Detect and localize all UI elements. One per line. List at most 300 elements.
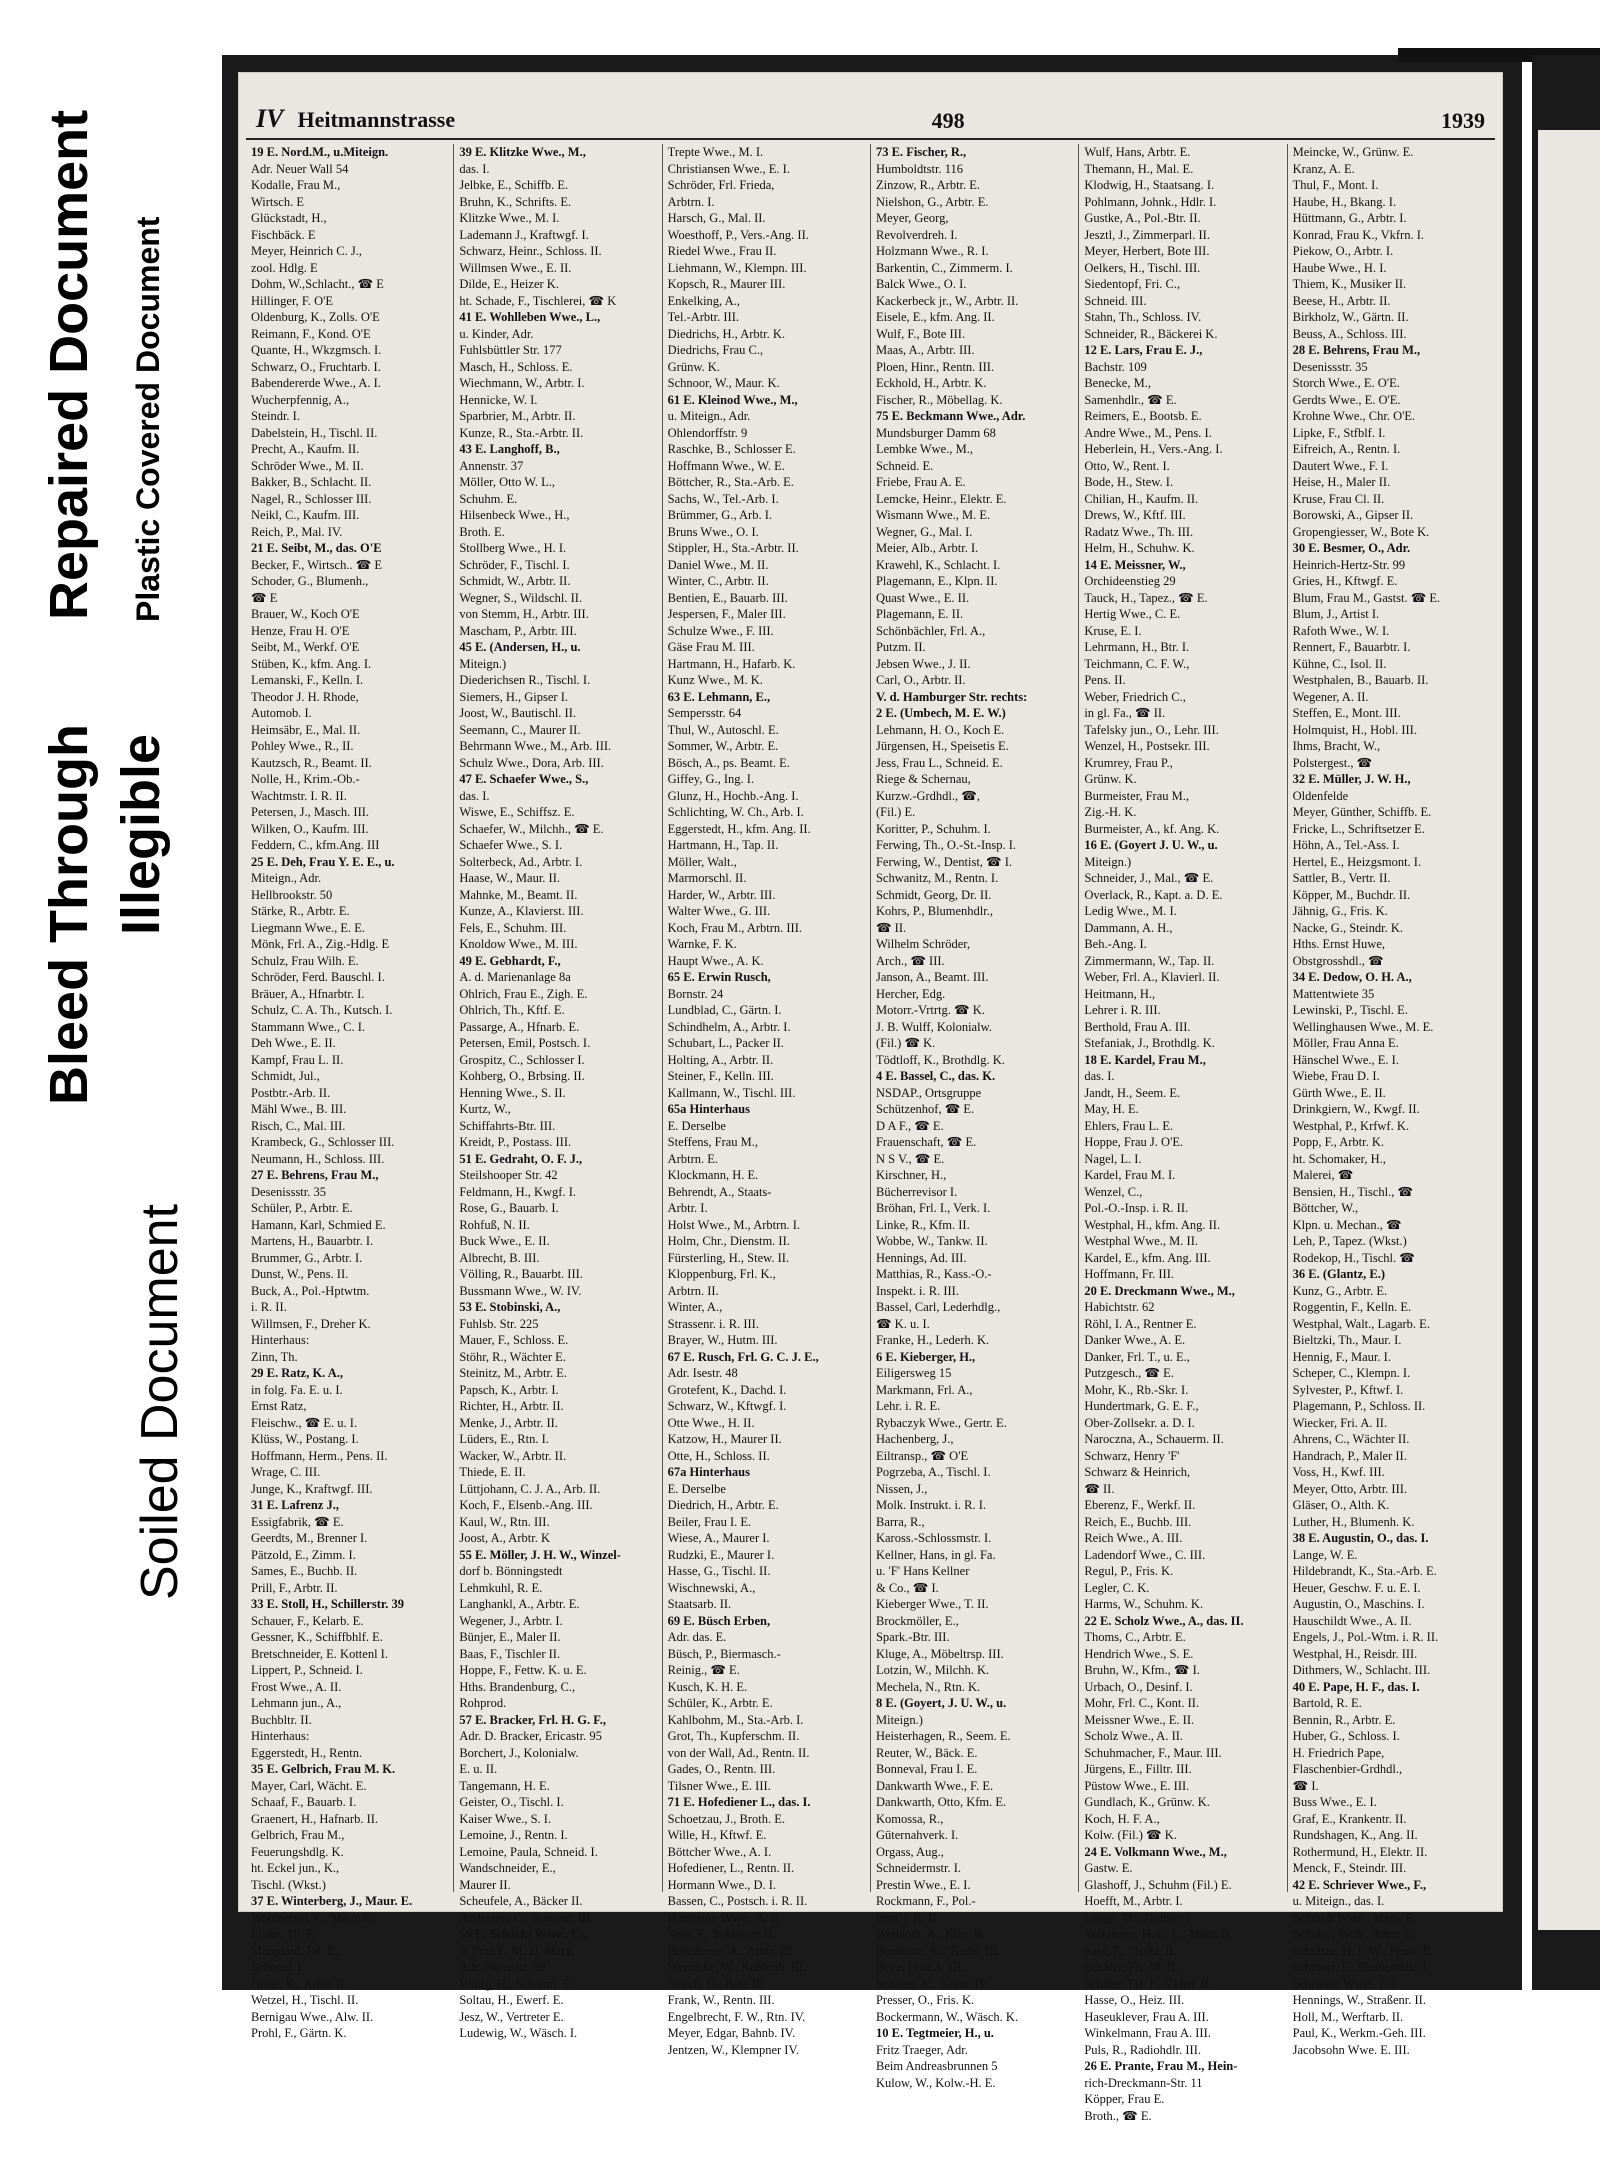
directory-entry: Bennin, R., Arbtr. E. (1292, 1712, 1396, 1727)
directory-entry: Strassenr. i. R. III. (667, 1316, 759, 1331)
directory-entry: & Co., ☎ I. (875, 1580, 939, 1595)
directory-entry: Malerei, ☎ (1292, 1168, 1354, 1182)
directory-entry: Storch Wwe., E. O'E. (1292, 376, 1400, 390)
directory-columns (246, 144, 1495, 2123)
directory-entry: Gropengiesser, W., Bote K. (1292, 524, 1430, 539)
directory-entry: Daniel Wwe., M. II. (667, 557, 769, 572)
directory-entry: Hoppe, F., Fettw. K. u. E. (459, 1663, 587, 1677)
directory-entry: Hendrich Wwe., S. E. (1084, 1646, 1194, 1661)
directory-entry: Stefaniak, J., Brothdlg. K. (1084, 1036, 1215, 1050)
directory-entry: Steffens, Frau M., (667, 1135, 759, 1149)
directory-entry: Bünjer, E., Maler II. (459, 1630, 561, 1644)
directory-entry: Lehr. i. R. E. (875, 1399, 941, 1413)
directory-entry: Weilandt, A., Kfm. II. (875, 1927, 986, 1941)
directory-entry: Hüttmann, G., Arbtr. I. (1292, 211, 1407, 225)
directory-entry: Koch, Frau M., Arbtrn. III. (667, 920, 803, 935)
directory-entry: Wrage, C. III. (251, 1465, 321, 1479)
directory-entry: Harsch, G., Mal. II. (667, 211, 766, 225)
directory-entry: Spark.-Btr. III. (875, 1630, 950, 1644)
directory-entry: Haupt Wwe., A. K. (667, 953, 764, 968)
directory-entry: Hamann, Karl, Schmied E. (251, 1217, 386, 1232)
directory-entry: Prill, F., Arbtr. II. (251, 1580, 338, 1595)
directory-entry: Friebe, Frau A. E. (875, 475, 966, 489)
directory-entry: Schlichting, W. Ch., Arb. I. (667, 805, 804, 819)
directory-entry: Nagel, R., Schlosser III. (251, 491, 372, 506)
directory-entry: Puls, R., Radiohdlr. III. (1084, 2042, 1201, 2057)
directory-entry: Westphal, Walt., Lagarb. E. (1292, 1316, 1430, 1331)
directory-entry: Steilshooper Str. 42 (459, 1168, 558, 1182)
directory-entry: Oldenburg, K., Zolls. O'E (251, 310, 380, 324)
directory-entry: Kranz, A. E. (1292, 161, 1355, 176)
directory-entry: Adr. D. Bracker, Ericastr. 95 (459, 1729, 602, 1743)
directory-entry: Hercher, Edg. (875, 986, 946, 1001)
directory-entry: Meyer, Edgar, Bahnb. IV. (667, 2026, 796, 2040)
directory-entry: Masch, H., Schloss. E. (459, 359, 573, 374)
directory-entry: Ohlrich, Frau E., Zigh. E. (459, 986, 588, 1001)
directory-entry: Wegener, A. II. (1292, 689, 1369, 704)
directory-entry: Ludewig, W., Wäsch. I. (459, 2026, 578, 2040)
directory-entry: Bussmann Wwe., W. IV. (459, 1283, 582, 1298)
directory-entry: 4 E. Bassel, C., das. K. (875, 1069, 996, 1083)
directory-entry: Dohm, W.,Schlacht., ☎ E (251, 277, 384, 291)
directory-entry: Adr. Neuer Wall 54 (251, 161, 349, 176)
directory-entry: Eggerstedt, H., Rentn. (251, 1745, 363, 1760)
directory-entry: Holzmann Wwe., R. I. (875, 244, 989, 258)
directory-entry: Henze, Frau H. O'E (251, 623, 350, 638)
directory-entry: Stammann Wwe., C. I. (251, 1019, 365, 1034)
directory-entry: Heimsäbr, E., Mal. II. (251, 722, 361, 737)
directory-entry: Markmann, Frl. A., (875, 1382, 973, 1397)
directory-entry: Kunz, G., Arbtr. E. (1292, 1283, 1388, 1298)
directory-entry: Winkelmann, Frau A. III. (1084, 2026, 1211, 2040)
directory-entry: Knoldow Wwe., M. III. (459, 937, 578, 951)
directory-entry: Buck Wwe., E. II. (459, 1234, 550, 1248)
directory-entry: Holl, M., Werftarb. II. (1292, 2009, 1404, 2024)
directory-entry: Gerdts Wwe., E. O'E. (1292, 392, 1401, 407)
directory-entry: Oldenfelde (1292, 788, 1349, 803)
directory-entry: Lüders, E., Rtn. I. (459, 1432, 549, 1446)
directory-entry: Hoffmann, Herm., Pens. II. (251, 1448, 388, 1463)
directory-entry: Bockermann, W., Wäsch. K. (875, 2009, 1019, 2024)
directory-entry: Franke, H., Lederh. K. (875, 1333, 990, 1347)
directory-column (1079, 144, 1287, 2123)
directory-entry: Zimmermann, W., Tap. II. (1084, 953, 1215, 968)
directory-entry: Willmsen, F., Dreher K. (251, 1316, 371, 1331)
directory-entry: Wucherpfennig, A., (251, 392, 350, 407)
directory-entry: Trepte Wwe., M. I. (667, 145, 764, 159)
directory-entry: Eggerstedt, H., kfm. Ang. II. (667, 821, 811, 836)
directory-entry: Schwarz, W., Kftwgf. I. (667, 1399, 787, 1413)
directory-entry: Möller, Walt., (667, 854, 737, 869)
directory-entry: Luther, H., Blumenh. K. (1292, 1514, 1415, 1529)
directory-entry: Klitzke Wwe., M. I. (459, 211, 560, 225)
directory-entry: Riedel Wwe., Frau II. (667, 244, 777, 258)
directory-entry: 65a Hinterhaus (667, 1102, 750, 1116)
directory-entry: Adr. Isestr. 48 (667, 1366, 738, 1380)
directory-entry: Molk. Instrukt. i. R. I. (875, 1498, 987, 1512)
directory-entry: Wulf, F., Bote III. (875, 326, 966, 341)
directory-entry: 36 E. (Glantz, E.) (1292, 1267, 1385, 1281)
directory-entry: Lehrmann, H., Btr. I. (1084, 640, 1190, 654)
directory-entry: in folg. Fa. E. u. I. (251, 1382, 343, 1397)
directory-entry: Graf, E., Krankentr. II. (1292, 1811, 1407, 1826)
directory-entry: Plagemann, E., Klpn. II. (875, 574, 998, 588)
directory-entry: Seemann, C., Maurer II. (459, 722, 581, 737)
directory-entry: 24 E. Volkmann Wwe., M., (1084, 1844, 1227, 1859)
directory-entry: Pohlmann, Johnk., Hdlr. I. (1084, 194, 1217, 209)
directory-entry: Presser, O., Fris. K. (875, 1993, 975, 2007)
directory-entry: Brauer, W., Koch O'E (251, 607, 360, 621)
directory-entry: 20 E. Dreckmann Wwe., M., (1084, 1283, 1235, 1298)
directory-entry: Jürgensen, H., Speisetis E. (875, 739, 1009, 753)
directory-entry: Behrendt, A., Staats- (667, 1184, 772, 1199)
directory-entry: Schwarz, Heinr., Schloss. II. (459, 244, 602, 258)
directory-entry: Schmidt Wwe., Marie E. (1292, 1910, 1417, 1925)
directory-entry: Wegner, S., Wildschl. II. (459, 590, 583, 605)
directory-entry: Haube Wwe., H. I. (1292, 260, 1387, 275)
directory-entry: Wischnewski, A., (667, 1580, 756, 1595)
directory-entry: Menke, J., Arbtr. II. (459, 1415, 558, 1430)
directory-entry: Putzm. II. (875, 640, 926, 654)
directory-entry: Krawehl, K., Schlacht. I. (875, 557, 1001, 572)
directory-entry: Linke, Th. E. (251, 1927, 318, 1941)
directory-entry: zool. Hdlg. E (251, 260, 318, 275)
directory-entry: Fischer, R., Möbellag. K. (875, 392, 1003, 407)
directory-entry: Tischl. (Wkst.) (251, 1877, 326, 1892)
directory-entry: Schröder, F., Tischl. I. (459, 557, 570, 572)
directory-entry: Raschke, B., Schlosser E. (667, 442, 796, 456)
directory-entry: Petersen, Emil, Postsch. I. (459, 1036, 591, 1050)
directory-entry: 65 E. Erwin Rusch, (667, 970, 771, 984)
directory-entry: Eifreich, A., Rentn. I. (1292, 442, 1401, 456)
directory-entry: Grünw. K. (667, 359, 720, 374)
directory-entry: Desenissstr. 35 (251, 1184, 326, 1199)
directory-entry: Schüler, P., Arbtr. E. (251, 1201, 353, 1215)
directory-entry: 51 E. Gedraht, O. F. J., (459, 1151, 583, 1166)
directory-entry: Lange, M., Tischler I. (1084, 1910, 1193, 1925)
directory-entry: Tel.-Arbtr. III. (667, 310, 739, 324)
directory-entry: Wegener, J., Arbtr. I. (459, 1613, 563, 1628)
directory-entry: Lemoine, J., Rentn. I. (459, 1828, 568, 1842)
directory-entry: Gastw. E. (1084, 1861, 1133, 1875)
directory-entry: A. d. Marienanlage 8a (459, 970, 571, 984)
directory-entry: Kautzsch, R., Beamt. II. (251, 755, 372, 770)
directory-entry: 63 E. Lehmann, E., (667, 689, 771, 704)
directory-entry: Burmeister, Frau M., (1084, 788, 1190, 803)
directory-entry: Bretschneider, E. Kottenl I. (251, 1646, 388, 1661)
directory-entry: Haase, W., Maur. II. (459, 871, 560, 885)
directory-entry: Radatz Wwe., Th. III. (1084, 524, 1194, 539)
directory-entry: Seibt, M., Werkf. O'E (251, 640, 360, 654)
directory-entry: Plagemann, E. II. (875, 607, 964, 621)
directory-entry: Glunz, H., Hochb.-Ang. I. (667, 788, 799, 803)
directory-entry: Beim Andreasbrunnen 5 (875, 2059, 998, 2073)
directory-entry: Lange, W. E. (1292, 1547, 1358, 1562)
directory-entry: Graenert, H., Hafnarb. II. (251, 1811, 379, 1826)
volume-number: IV (256, 104, 284, 133)
directory-entry: Themann, H., Mal. E. (1084, 161, 1194, 176)
directory-entry: Volkmann, H. C. L., Maur. II. (1084, 1927, 1233, 1941)
directory-column (663, 144, 871, 2057)
directory-entry: Zig.-H. K. (1084, 805, 1137, 819)
directory-entry: Krumrey, Frau P., (1084, 755, 1173, 770)
directory-entry: Katzow, H., Maurer II. (667, 1432, 782, 1446)
directory-entry: Wittig, H., Schuhm. E. (459, 1976, 574, 1991)
directory-entry: Ferwing, Th., O.-St.-Insp. I. (875, 838, 1017, 852)
directory-entry: Andresen, C., Schneid. III. (459, 1910, 594, 1925)
directory-entry: Wilhelm Schröder, (875, 937, 971, 951)
directory-entry: Sass, F., Tischl. II. (1084, 1943, 1177, 1958)
directory-entry: Hänschel Wwe., E. I. (1292, 1052, 1399, 1067)
directory-entry: das. I. (459, 161, 490, 176)
directory-entry: Hartmann, H., Tap. II. (667, 838, 779, 852)
directory-entry: Hertig Wwe., C. E. (1084, 607, 1181, 621)
directory-entry: Lippert, P., Schneid. I. (251, 1663, 363, 1677)
directory-entry: Kloppenburg, Frl. K., (667, 1267, 776, 1281)
directory-entry: Kurzw.-Grdhdl., ☎, (875, 788, 980, 803)
directory-entry: Güternahverk. I. (875, 1828, 959, 1842)
directory-entry: Kaiser Wwe., S. I. (459, 1811, 552, 1826)
directory-entry: Buss Wwe., E. I. (1292, 1795, 1377, 1809)
directory-entry: Hths. Brandenburg, C., (459, 1679, 576, 1694)
directory-entry: Stüben, K., kfm. Ang. I. (251, 656, 372, 671)
directory-entry: Neikl, C., Kaufm. III. (251, 508, 360, 522)
directory-entry: Thoms, C., Arbtr. E. (1084, 1630, 1186, 1644)
directory-entry: Reimers, E., Bootsb. E. (1084, 409, 1202, 423)
directory-entry: Junge, K., Kraftwgf. III. (251, 1481, 373, 1496)
directory-entry: Passarge, A., Hfnarb. E. (459, 1019, 580, 1034)
directory-entry: Schäfer, Frl. M. II. (1084, 1960, 1178, 1974)
directory-entry: Steiner, F., Kelln. III. (667, 1069, 774, 1083)
directory-entry: Kirschner, H., (875, 1168, 947, 1182)
directory-entry: Arbtrn. E. (667, 1151, 718, 1166)
directory-entry: Bruns Wwe., O. I. (667, 524, 759, 539)
directory-entry: Automob. I. (251, 706, 312, 720)
directory-entry: Haube, H., Bkang. I. (1292, 194, 1397, 209)
directory-entry: Wulf, Hans, Arbtr. E. (1084, 145, 1191, 159)
directory-entry: Fritz Traeger, Adr. (875, 2042, 968, 2057)
directory-entry: Kulow, W., Kolw.-H. E. (875, 2075, 996, 2090)
directory-entry: Jelbke, E., Schiffb. E. (459, 178, 569, 192)
directory-entry: Winter, C., Arbtr. II. (667, 574, 769, 588)
directory-entry: Arbtrn. I. (667, 194, 715, 209)
directory-entry: Holm, Chr., Dienstm. II. (667, 1234, 790, 1248)
directory-entry: Scholz Wwe., A. II. (1084, 1729, 1184, 1743)
directory-entry: u. Frau E. M. D. Marx, (459, 1943, 575, 1958)
directory-entry: 75 E. Beckmann Wwe., Adr. (875, 409, 1026, 423)
directory-entry: Balck Wwe., O. I. (875, 277, 967, 291)
directory-entry: Augustin, O., Maschins. I. (1292, 1597, 1425, 1611)
label-strip (0, 0, 225, 1990)
directory-entry: u. Miteign., Adr. (667, 409, 751, 423)
directory-entry: Ohlendorffstr. 9 (667, 425, 748, 440)
directory-entry: 37 E. Winterberg, J., Maur. E. (251, 1894, 413, 1908)
directory-entry: Beh.-Ang. I. (1084, 937, 1147, 951)
directory-entry: Mayer, Carl, Wächt. E. (251, 1778, 367, 1793)
directory-entry: Wille, H., Kftwf. E. (667, 1828, 767, 1842)
directory-entry: Drews, W., Kftf. III. (1084, 508, 1186, 522)
directory-entry: Schuhmacher, F., Maur. III. (1084, 1745, 1222, 1760)
directory-entry: Schützenhof, ☎ E. (875, 1102, 975, 1116)
directory-entry: Meyer, Heinrich C. J., (251, 244, 362, 258)
directory-entry: Benecke, M., (1084, 376, 1151, 390)
directory-entry: Wiechmann, W., Arbtr. I. (459, 376, 585, 390)
directory-entry: Weber, Frl. A., Klavierl. II. (1084, 970, 1220, 984)
label-repaired-document: Repaired Document (39, 109, 99, 620)
directory-entry: Schneidermstr. I. (875, 1861, 962, 1875)
directory-entry: Schulz Wwe., Dora, Arb. III. (459, 755, 604, 770)
directory-entry: Klodwig, H., Staatsang. I. (1084, 178, 1215, 192)
directory-entry: Dankwarth, Otto, Kfm. E. (875, 1795, 1007, 1809)
directory-entry: Popp, F., Arbtr. K. (1292, 1135, 1385, 1149)
directory-entry: Wandschneider, E., (459, 1861, 556, 1875)
directory-entry: Dautert Wwe., F. I. (1292, 458, 1389, 473)
directory-entry: Scheufele, A., Bäcker II. (459, 1894, 583, 1908)
directory-entry: Kunze, R., Sta.-Arbtr. II. (459, 425, 584, 440)
directory-entry: Voss, H., Kwf. III. (1292, 1465, 1385, 1479)
directory-entry: Reich, E., Buchb. III. (1084, 1514, 1192, 1529)
directory-entry: Fürsterling, H., Stew. II. (667, 1250, 790, 1265)
label-illegible: Illegible (111, 733, 171, 935)
directory-entry: Engelbrecht, F. W., Rtn. IV. (667, 2009, 806, 2024)
directory-entry: Bücherrevisor I. (875, 1184, 958, 1199)
directory-entry: Borchert, J., Kolonialw. (459, 1745, 579, 1760)
directory-entry: Stärke, R., Arbtr. E. (251, 904, 350, 918)
directory-entry: D A F., ☎ E. (875, 1118, 944, 1133)
directory-entry: Meier, Alb., Arbtr. I. (875, 541, 979, 555)
directory-entry: Frank, W., Rentn. III. (667, 1993, 775, 2007)
directory-entry: Woesthoff, P., Vers.-Ang. II. (667, 227, 809, 242)
directory-entry: Kohrs, P., Blumenhdlr., (875, 904, 994, 918)
directory-entry: Kluge, A., Möbeltrsp. III. (875, 1646, 1004, 1661)
directory-entry: Schulz, C. A. Th., Kutsch. I. (251, 1003, 393, 1017)
directory-entry: Holst Wwe., M., Arbtrn. I. (667, 1217, 801, 1232)
directory-entry: Meincke, W., Grünw. E. (1292, 145, 1414, 159)
directory-entry: 25 E. Deh, Frau Y. E. E., u. (251, 854, 395, 869)
directory-entry: Janson, A., Beamt. III. (875, 970, 989, 984)
directory-entry: Diedrichs, Frau C., (667, 343, 764, 357)
directory-entry: 59 E. Schacht Wwe., C., (459, 1927, 587, 1941)
directory-entry: Köpper, M., Buchdr. II. (1292, 887, 1411, 902)
directory-entry: Schröder, Frl. Frieda, (667, 178, 775, 192)
directory-entry: Diedrich, H., Arbtr. E. (667, 1498, 779, 1512)
directory-entry: Bakker, B., Schlacht. II. (251, 475, 372, 489)
directory-entry: ht. Schomaker, H., (1292, 1151, 1386, 1166)
directory-entry: Buck, A., Pol.-Hptwtm. (251, 1283, 370, 1298)
directory-entry: Jürgens, E., Filltr. III. (1084, 1762, 1192, 1776)
directory-entry: Menck, F., Steindr. III. (1292, 1861, 1407, 1875)
directory-entry: Hasse, G., Tischl. II. (667, 1564, 771, 1578)
directory-column (454, 144, 662, 2040)
directory-column (871, 144, 1079, 2090)
directory-entry: in gl. Fa., ☎ II. (1084, 706, 1166, 720)
directory-entry: Danker Wwe., A. E. (1084, 1333, 1186, 1347)
directory-entry: Möller, Frau Anna E. (1292, 1036, 1399, 1050)
directory-entry: Steinitz, M., Arbtr. E. (459, 1366, 567, 1380)
directory-entry: Ladendorf Wwe., C. III. (1084, 1547, 1206, 1562)
directory-entry: Hundertmark, G. E. F., (1084, 1399, 1199, 1413)
directory-entry: Brummer, G., Arbtr. I. (251, 1250, 363, 1265)
directory-entry: Wachtmstr. I. R. II. (251, 788, 347, 803)
directory-entry: Lembke Wwe., M., (875, 442, 973, 456)
directory-entry: Schindhelm, A., Arbtr. I. (667, 1019, 791, 1034)
directory-entry: Schauer, F., Kelarb. E. (251, 1613, 364, 1628)
directory-entry: Behrmann Wwe., M., Arb. III. (459, 739, 612, 753)
directory-entry: Giffey, G., Ing. I. (667, 772, 755, 786)
directory-entry: Storch, H., Bote III. (667, 1976, 768, 1991)
directory-entry: Miteign.) (459, 656, 507, 671)
directory-entry: Steindr. I. (251, 409, 300, 423)
directory-entry: Stippler, H., Sta.-Arbtr. II. (667, 541, 799, 555)
directory-entry: Hoffmann Wwe., W. E. (667, 458, 785, 473)
directory-entry: Jebsen Wwe., J. II. (875, 656, 971, 671)
directory-entry: 10 E. Tegtmeier, H., u. (875, 2026, 994, 2040)
directory-entry: Fricke, L., Schriftsetzer E. (1292, 821, 1425, 836)
directory-entry: Humboldtstr. 116 (875, 161, 964, 176)
directory-entry: Mohr, Frl. C., Kont. II. (1084, 1696, 1200, 1710)
directory-entry: Ihms, Bracht, W., (1292, 739, 1381, 753)
directory-entry: Ahrens, C., Wächter II. (1292, 1432, 1410, 1446)
directory-entry: Schoder, G., Blumenh., (251, 574, 369, 588)
directory-entry: Heinrich-Hertz-Str. 99 (1292, 557, 1406, 572)
directory-entry: Sames, E., Buchb. II. (251, 1564, 358, 1578)
directory-entry: Schneid. III. (1084, 293, 1147, 308)
directory-entry: Gläser, O., Alth. K. (1292, 1498, 1390, 1512)
directory-entry: Jentzen, W., Klempner IV. (667, 2042, 799, 2057)
directory-entry: Wiswe, E., Schiffsz. E. (459, 805, 575, 819)
directory-entry: Bruhn, K., Schrifts. E. (459, 194, 572, 209)
directory-entry: Haseuklever, Frau A. III. (1084, 2009, 1209, 2024)
directory-entry: Arch., ☎ III. (875, 953, 945, 968)
directory-entry: Kahlbohm, M., Sta.-Arb. I. (667, 1712, 804, 1727)
directory-entry: 6 E. Kieberger, H., (875, 1349, 976, 1364)
directory-entry: 55 E. Möller, J. H. W., Winzel- (459, 1547, 621, 1562)
directory-entry: Mauer, F., Schloss. E. (459, 1333, 569, 1347)
directory-entry: Babendererde Wwe., A. I. (251, 376, 381, 390)
directory-entry: Wismann Wwe., M. E. (875, 508, 991, 522)
directory-entry: Bräuer, A., Hfnarbtr. I. (251, 986, 365, 1001)
directory-entry: Ferwing, W., Dentist, ☎ I. (875, 854, 1013, 869)
directory-entry: Schaaf, F., Bauarb. I. (251, 1795, 357, 1809)
directory-entry: Piekow, O., Arbtr. I. (1292, 244, 1394, 258)
directory-entry: Willmsen Wwe., E. II. (459, 260, 572, 275)
directory-entry: Quante, H., Wkzgmsch. I. (251, 343, 382, 357)
directory-entry: Staatsarb. II. (667, 1597, 732, 1611)
directory-entry: Kellner, Hans, in gl. Fa. (875, 1547, 996, 1562)
directory-entry: Putzgesch., ☎ E. (1084, 1366, 1174, 1380)
directory-entry: 22 E. Scholz Wwe., A., das. II. (1084, 1613, 1244, 1628)
directory-entry: Kolw. (Fil.) ☎ K. (1084, 1828, 1177, 1842)
directory-entry: Motorr.-Vrtrtg. ☎ K. (875, 1003, 985, 1017)
directory-entry: Eckhold, H., Arbtr. K. (875, 376, 987, 390)
directory-entry: Schauer, K., Kond. IV. (875, 1976, 990, 1991)
directory-entry: Wenzel, H., Postsekr. III. (1084, 739, 1210, 753)
directory-entry: Kieberger Wwe., T. II. (875, 1597, 989, 1611)
directory-entry: u. 'F' Hans Kellner (875, 1564, 970, 1578)
directory-entry: Essigfabrik, ☎ E. (251, 1514, 344, 1529)
directory-entry: Harms, W., Schuhm. K. (1084, 1597, 1204, 1611)
directory-entry: Wobbe, W., Tankw. II. (875, 1234, 988, 1248)
directory-entry: Rothermund, H., Elektr. II. (1292, 1844, 1428, 1859)
directory-entry: Schaefer Wwe., S. I. (459, 838, 563, 852)
directory-entry: Holmquist, H., Hobl. III. (1292, 722, 1417, 737)
directory-entry: 14 E. Meissner, W., (1084, 557, 1186, 572)
directory-entry: Lemoine, Paula, Schneid. I. (459, 1844, 598, 1859)
directory-entry: Hachenberg, J., (875, 1432, 954, 1446)
directory-entry: Frost Wwe., A. II. (251, 1679, 342, 1694)
directory-entry: Frauenschaft, ☎ E. (875, 1135, 977, 1149)
directory-entry: Broth. E. (459, 524, 505, 539)
